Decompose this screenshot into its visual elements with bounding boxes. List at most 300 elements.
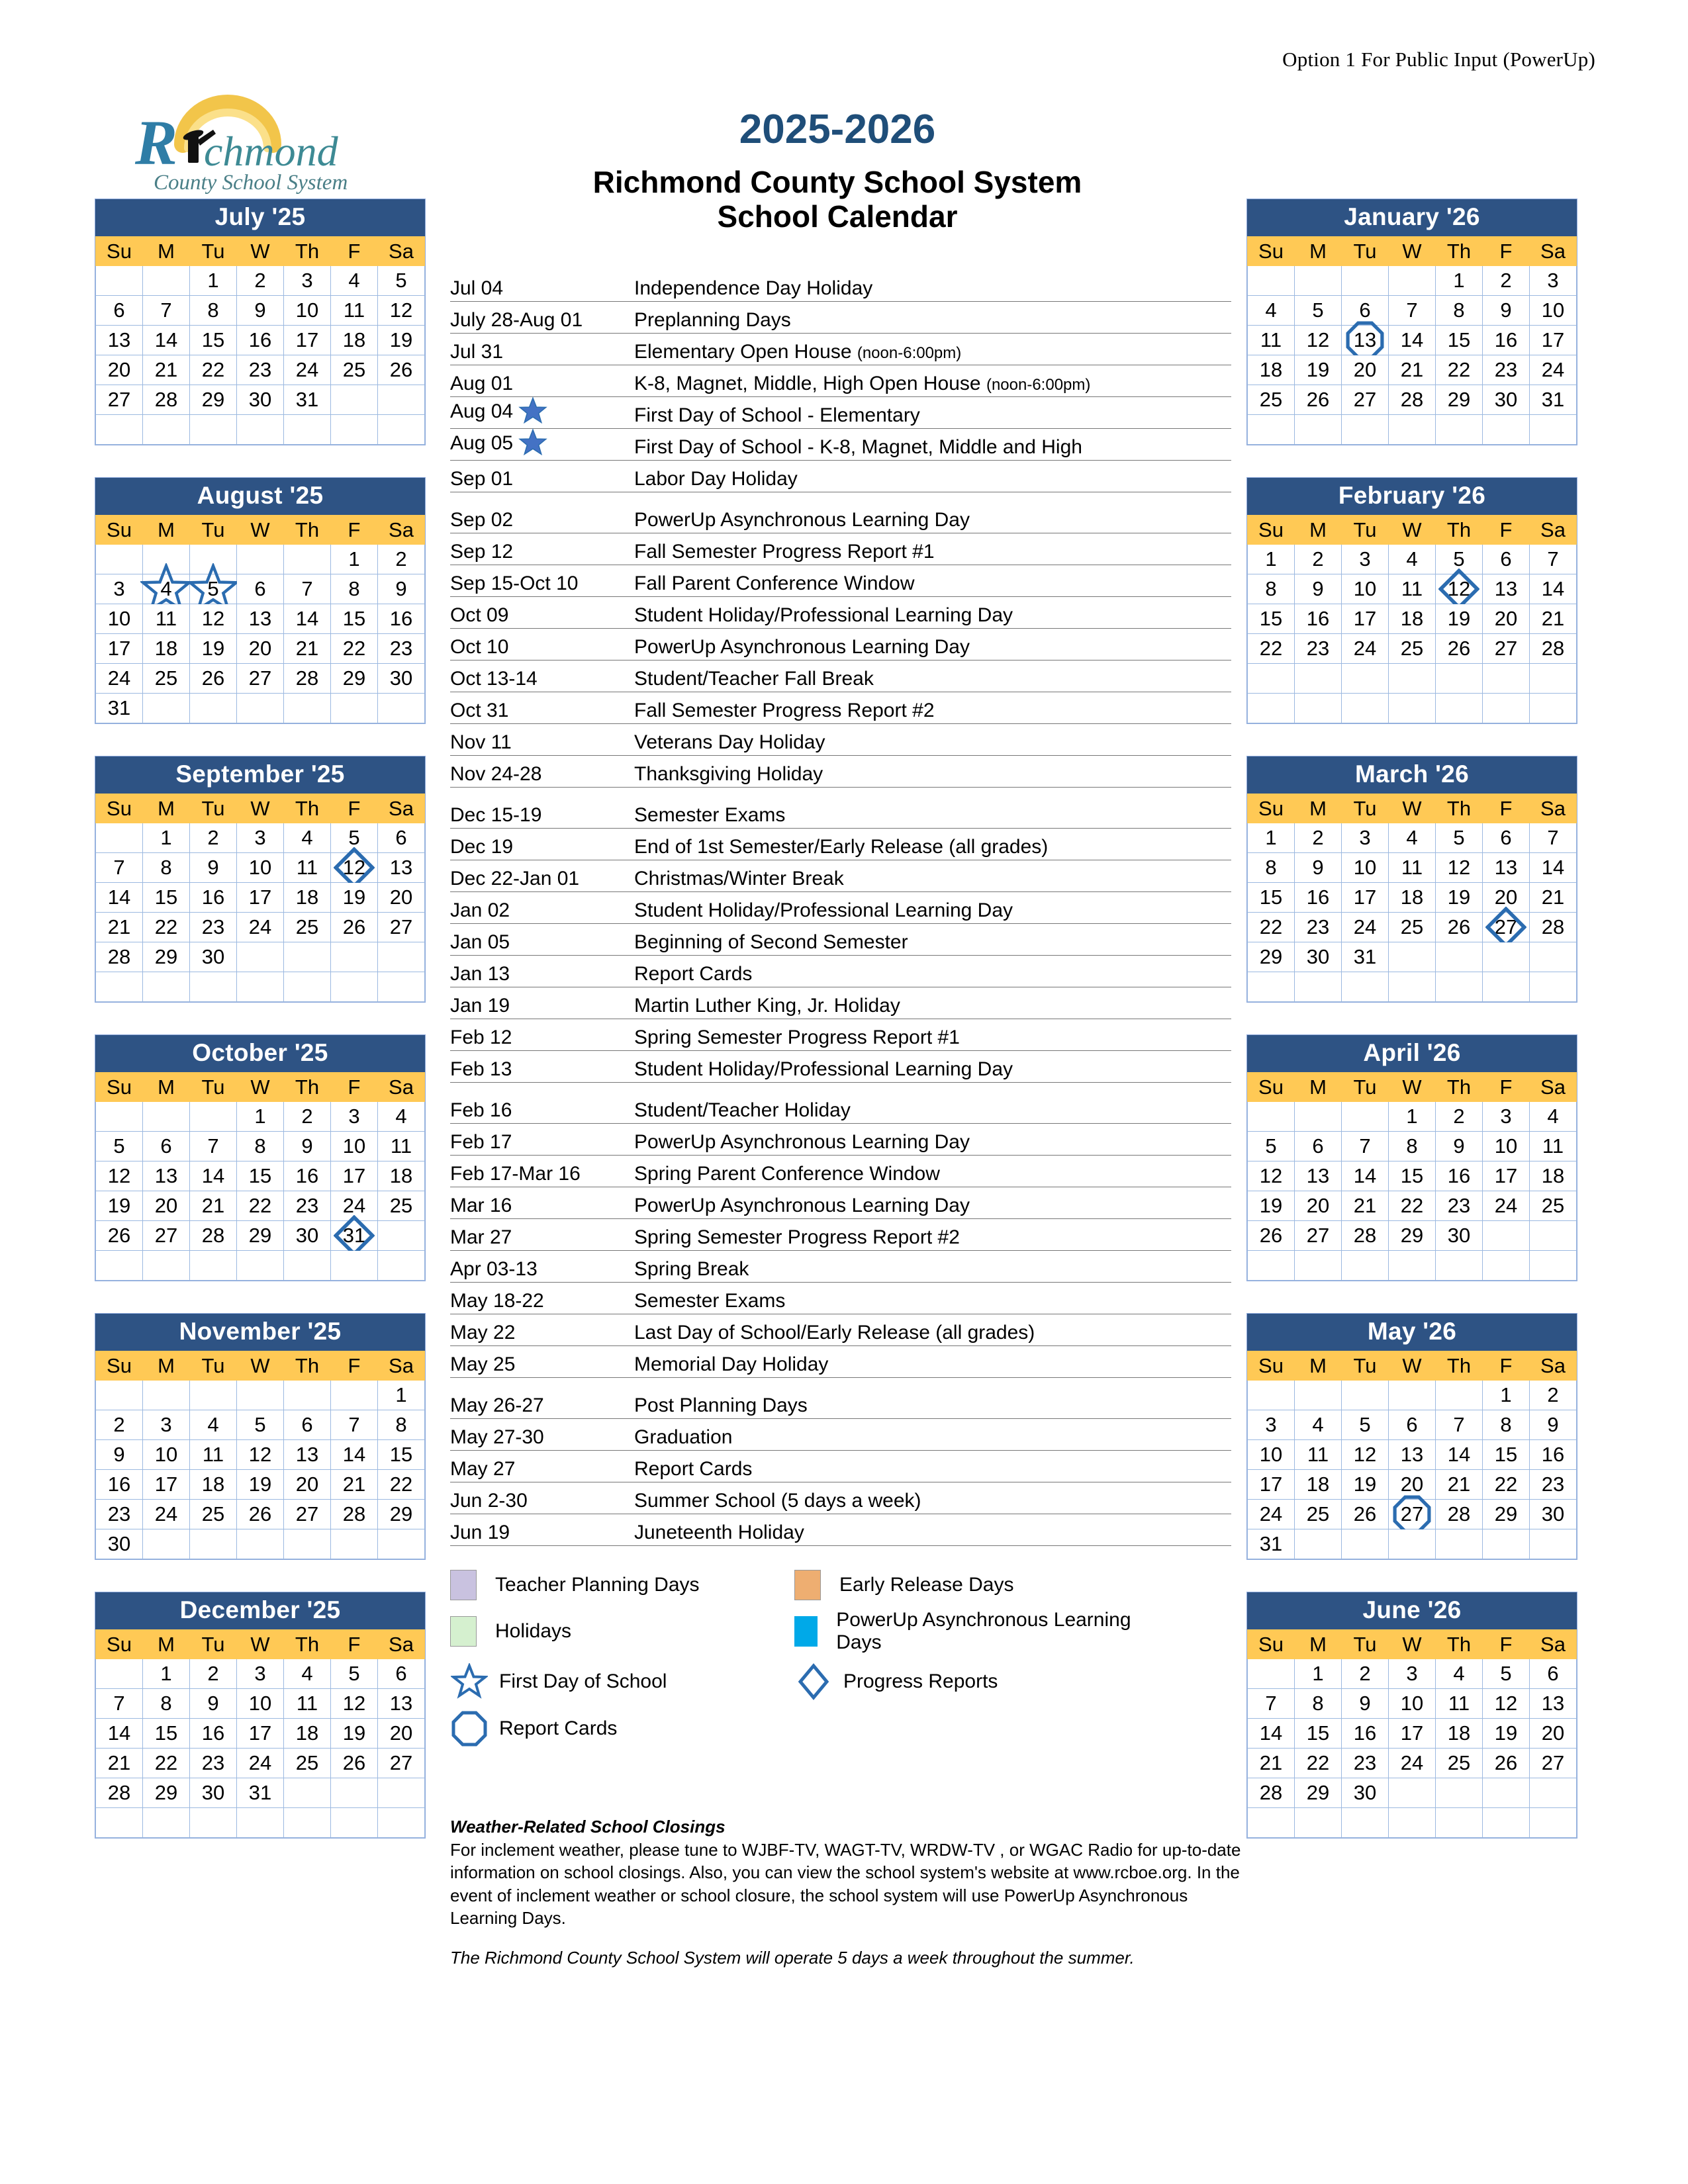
day-number: 17 [154,1473,178,1496]
day-cell [1248,913,1295,942]
event-description: Juneteenth Holiday [634,1522,804,1543]
day-number: 11 [1542,1134,1564,1158]
day-cell [284,355,331,385]
day-number: 5 [1500,1662,1512,1685]
day-cell [1248,823,1295,853]
day-number: 21 [201,1194,225,1217]
day-cell [1295,604,1342,634]
empty-cell [284,1778,331,1808]
empty-cell [1248,664,1295,694]
event-row [450,829,1231,860]
day-cell [237,634,284,664]
month-spacer [95,445,426,477]
day-cell [190,1778,237,1808]
day-cell [1389,326,1436,355]
event-date [450,899,634,922]
empty-cell [96,266,143,296]
day-cell [378,574,425,604]
day-cell [143,604,190,634]
day-cell [1342,1191,1389,1221]
event-row [450,302,1231,334]
day-number: 5 [113,1134,125,1158]
day-number: 22 [1306,1751,1330,1774]
empty-cell [331,1529,378,1559]
weekday-header: Tu [190,516,237,545]
empty-cell [96,1659,143,1689]
event-date [450,1322,634,1344]
day-number: 20 [389,1721,413,1745]
day-number: 22 [342,637,366,660]
empty-cell [143,1529,190,1559]
event-date [450,509,634,531]
event-date-text: Sep 02 [450,509,514,531]
day-number: 22 [1447,358,1471,381]
day-number: 2 [254,269,266,292]
day-cell [284,1161,331,1191]
day-number: 15 [1400,1164,1424,1187]
weekday-header: Th [1436,1630,1483,1659]
day-number: 22 [154,1751,178,1774]
day-cell [1295,355,1342,385]
day-number: 21 [1400,358,1424,381]
day-cell [1248,1470,1295,1500]
empty-cell [1248,266,1295,296]
day-number: 18 [295,1721,319,1745]
day-number: 15 [1447,328,1471,351]
day-number: 4 [1547,1105,1559,1128]
month-block [95,1313,426,1560]
day-number: 6 [113,298,125,322]
day-number: 8 [254,1134,266,1158]
event-description: Post Planning Days [634,1394,808,1416]
day-number: 27 [1306,1224,1330,1247]
day-cell [1248,1440,1295,1470]
day-number: 29 [1400,1224,1424,1247]
day-cell [1530,574,1577,604]
day-number: 3 [1500,1105,1512,1128]
event-description: Veterans Day Holiday [634,731,825,753]
day-cell [1342,634,1389,664]
empty-cell [1295,1381,1342,1410]
event-date-text: May 27-30 [450,1426,544,1448]
day-number: 12 [248,1443,272,1466]
event-row [450,1219,1231,1251]
empty-cell [237,415,284,445]
day-cell [96,1132,143,1161]
event-date-text: Dec 15-19 [450,804,542,826]
day-number: 8 [207,298,219,322]
day-cell [1295,942,1342,972]
month-spacer [1246,724,1577,756]
day-number: 9 [1500,298,1512,322]
day-cell [237,266,284,296]
day-cell [1436,1500,1483,1529]
empty-cell [143,545,190,574]
day-cell [237,1440,284,1470]
day-cell [1530,1381,1577,1410]
weekday-header: Tu [1342,1073,1389,1102]
day-number: 25 [1306,1502,1330,1525]
empty-cell [1483,1778,1530,1808]
day-cell [1436,1132,1483,1161]
day-number: 20 [1353,358,1377,381]
day-cell [284,1102,331,1132]
day-cell [378,1381,425,1410]
empty-cell [331,942,378,972]
svg-text:County School System: County School System [154,171,348,195]
day-cell [96,1778,143,1808]
weekday-header: M [1295,237,1342,266]
day-cell [1342,1719,1389,1749]
day-cell [1295,574,1342,604]
day-number: 1 [395,1383,407,1406]
event-row [450,1156,1231,1187]
day-number: 26 [1353,1502,1377,1525]
empty-cell [1436,694,1483,723]
day-cell [378,1749,425,1778]
weekday-header: Tu [1342,1351,1389,1381]
day-number: 18 [1400,886,1424,909]
day-cell [284,664,331,694]
day-number: 7 [1359,1134,1371,1158]
day-number: 13 [1494,577,1518,600]
month-title: June '26 [1247,1592,1577,1629]
day-cell [96,1749,143,1778]
event-date-text: Sep 15-Oct 10 [450,572,579,594]
day-cell [1389,355,1436,385]
day-number: 15 [342,607,366,630]
empty-cell [1295,1808,1342,1838]
day-number: 25 [1259,388,1283,411]
day-cell [96,1440,143,1470]
day-cell [1389,545,1436,574]
empty-cell [378,1808,425,1838]
weekday-header: Th [284,1630,331,1659]
day-cell [1436,853,1483,883]
event-description-note: (noon-6:00pm) [857,344,962,362]
event-date [450,541,634,563]
day-cell [1389,1102,1436,1132]
weekday-header: W [1389,794,1436,823]
event-description: Student/Teacher Holiday [634,1099,851,1121]
day-cell [378,1191,425,1221]
weekday-header: Sa [1530,794,1577,823]
day-number: 24 [1353,637,1377,660]
day-number: 14 [295,607,319,630]
day-cell [378,296,425,326]
week-row [1248,1191,1577,1221]
weekday-header: W [237,794,284,823]
day-cell [331,1102,378,1132]
event-description: Spring Parent Conference Window [634,1163,940,1185]
event-row [450,892,1231,924]
day-cell [237,1102,284,1132]
day-cell [1483,604,1530,634]
calendar-main-title [424,165,1251,234]
day-cell [1530,385,1577,415]
event-date [450,309,634,332]
day-number: 18 [389,1164,413,1187]
day-number: 29 [248,1224,272,1247]
day-cell [378,1410,425,1440]
month-grid [95,515,425,723]
week-row [96,1410,425,1440]
weekday-header: Th [1436,1351,1483,1381]
week-row [1248,296,1577,326]
legend-label-progress: Progress Reports [843,1670,998,1692]
month-title: December '25 [95,1592,425,1629]
day-number: 2 [1547,1383,1559,1406]
day-cell [378,545,425,574]
day-number: 30 [1447,1224,1471,1247]
day-cell [1295,1191,1342,1221]
day-number: 14 [342,1443,366,1466]
day-number: 8 [1265,856,1277,879]
day-number: 2 [207,1662,219,1685]
day-number: 20 [154,1194,178,1217]
day-cell [1483,1410,1530,1440]
day-number: 12 [201,607,225,630]
legend-label-early: Early Release Days [839,1574,1014,1596]
day-cell [190,883,237,913]
day-number: 21 [154,358,178,381]
day-cell [331,883,378,913]
weekday-header: Sa [378,1630,425,1659]
day-number: 4 [1406,826,1418,849]
day-number: 3 [254,1662,266,1685]
day-number: 7 [113,1692,125,1715]
event-row [450,1387,1231,1419]
day-number: 26 [107,1224,131,1247]
day-number: 29 [1447,388,1471,411]
day-number: 22 [1259,915,1283,938]
day-cell [1436,266,1483,296]
day-cell [1295,1500,1342,1529]
day-number: 26 [342,915,366,938]
day-number: 5 [395,269,407,292]
day-number: 7 [348,1413,360,1436]
event-description: Spring Semester Progress Report #1 [634,1026,960,1048]
empty-cell [1483,1221,1530,1251]
month-title: January '26 [1247,199,1577,236]
day-number: 23 [1541,1473,1565,1496]
day-cell [331,355,378,385]
event-description: K-8, Magnet, Middle, High Open House (noon-6:00pm) [634,373,1091,394]
event-date-text: Feb 17-Mar 16 [450,1163,581,1185]
day-number: 11 [296,1692,318,1715]
empty-cell [1436,1778,1483,1808]
event-date-text: Mar 27 [450,1226,512,1248]
day-cell [1248,1529,1295,1559]
day-cell [190,1410,237,1440]
day-cell [331,326,378,355]
event-date-text: Feb 13 [450,1058,512,1080]
day-number: 4 [1406,547,1418,570]
week-row [1248,1381,1577,1410]
day-cell [331,1191,378,1221]
day-cell [331,1500,378,1529]
day-number: 3 [348,1105,360,1128]
day-number: 2 [1359,1662,1371,1685]
event-description: Thanksgiving Holiday [634,763,823,785]
day-cell [1530,1102,1577,1132]
day-cell [1530,1440,1577,1470]
day-number: 8 [160,1692,172,1715]
month-spacer [1246,1560,1577,1592]
day-number: 6 [395,826,407,849]
empty-cell [331,385,378,415]
month-title: July '25 [95,199,425,236]
day-number: 2 [1500,269,1512,292]
day-cell [143,1470,190,1500]
event-description: PowerUp Asynchronous Learning Day [634,509,970,531]
day-number: 16 [389,607,413,630]
day-number: 11 [1401,577,1423,600]
day-cell [143,883,190,913]
empty-cell [1530,415,1577,445]
day-number: 7 [1406,298,1418,322]
weekday-header: Sa [378,237,425,266]
empty-cell [378,1221,425,1251]
empty-cell [1248,415,1295,445]
day-number: 6 [1547,1662,1559,1685]
weekday-header: F [331,1630,378,1659]
star-icon [450,1662,489,1701]
empty-cell [1389,415,1436,445]
empty-cell [1483,972,1530,1002]
day-cell [1389,883,1436,913]
day-number: 4 [1312,1413,1324,1436]
legend-report-cards [450,1709,794,1748]
day-cell [1295,634,1342,664]
week-row [96,1440,425,1470]
week-row [96,1719,425,1749]
empty-cell [378,1251,425,1281]
event-description: Student Holiday/Professional Learning Day [634,1058,1013,1080]
event-date [450,836,634,858]
week-row [96,853,425,883]
day-cell [96,634,143,664]
event-description: First Day of School - K-8, Magnet, Middle and High [634,436,1082,458]
empty-cell [96,415,143,445]
day-cell [284,296,331,326]
event-date-text: Oct 31 [450,700,509,721]
week-row [96,1749,425,1778]
legend-progress-reports [794,1662,1139,1701]
day-cell [1248,545,1295,574]
empty-cell [1530,972,1577,1002]
month-grid [95,1351,425,1559]
day-number: 16 [1306,886,1330,909]
week-row [96,545,425,574]
day-cell [1530,853,1577,883]
day-cell [1342,913,1389,942]
empty-cell [1248,694,1295,723]
day-number: 14 [107,1721,131,1745]
day-cell [378,1470,425,1500]
day-cell [378,883,425,913]
day-cell [143,1132,190,1161]
day-cell [284,1221,331,1251]
day-cell [1295,853,1342,883]
week-row [96,1161,425,1191]
legend-label-holidays: Holidays [495,1620,572,1642]
day-number: 12 [389,298,413,322]
day-cell [96,883,143,913]
event-date [450,428,634,459]
event-date-text: Jan 19 [450,995,510,1017]
weekday-header: Su [1248,1351,1295,1381]
day-cell [331,1470,378,1500]
day-number: 3 [301,269,313,292]
day-number: 27 [1494,637,1518,660]
event-description: Student Holiday/Professional Learning Day [634,899,1013,921]
day-number: 23 [295,1194,319,1217]
day-number: 19 [342,1721,366,1745]
week-row [1248,1102,1577,1132]
day-number: 9 [1453,1134,1465,1158]
day-cell [1295,326,1342,355]
event-description: Preplanning Days [634,309,791,331]
empty-cell [1389,1778,1436,1808]
month-grid [95,1072,425,1281]
day-number: 26 [1447,637,1471,660]
day-cell [143,1749,190,1778]
day-number: 13 [107,328,131,351]
day-number: 2 [207,826,219,849]
empty-cell [378,385,425,415]
day-number: 13 [154,1164,178,1187]
day-cell [378,1719,425,1749]
legend [450,1570,1244,1756]
empty-cell [190,1808,237,1838]
event-date-text: Jun 2-30 [450,1490,528,1512]
event-row [450,756,1231,788]
weekday-header: Tu [190,237,237,266]
event-row [450,1314,1231,1346]
day-number: 28 [201,1224,225,1247]
day-cell [1530,1500,1577,1529]
day-cell [190,1659,237,1689]
day-cell [143,1191,190,1221]
swatch-early-release-icon [794,1570,821,1600]
day-number: 24 [295,358,319,381]
day-cell [1483,823,1530,853]
event-date-text: May 22 [450,1322,516,1343]
day-cell [1483,266,1530,296]
month-block [95,477,426,724]
day-number: 28 [1541,915,1565,938]
day-number: 4 [1265,298,1277,322]
swatch-holiday-icon [450,1616,477,1647]
day-cell [331,823,378,853]
empty-cell [143,1251,190,1281]
day-number: 23 [1494,358,1518,381]
day-cell [1483,1719,1530,1749]
day-number: 21 [107,915,131,938]
event-description: PowerUp Asynchronous Learning Day [634,1195,970,1216]
day-cell [1483,1102,1530,1132]
empty-cell [378,1529,425,1559]
day-number: 21 [1541,607,1565,630]
day-cell [190,1221,237,1251]
event-date-text: Jan 05 [450,931,510,953]
empty-cell [1483,1529,1530,1559]
day-cell [284,1132,331,1161]
day-cell [96,1500,143,1529]
weekday-header: M [1295,794,1342,823]
week-row [96,1191,425,1221]
